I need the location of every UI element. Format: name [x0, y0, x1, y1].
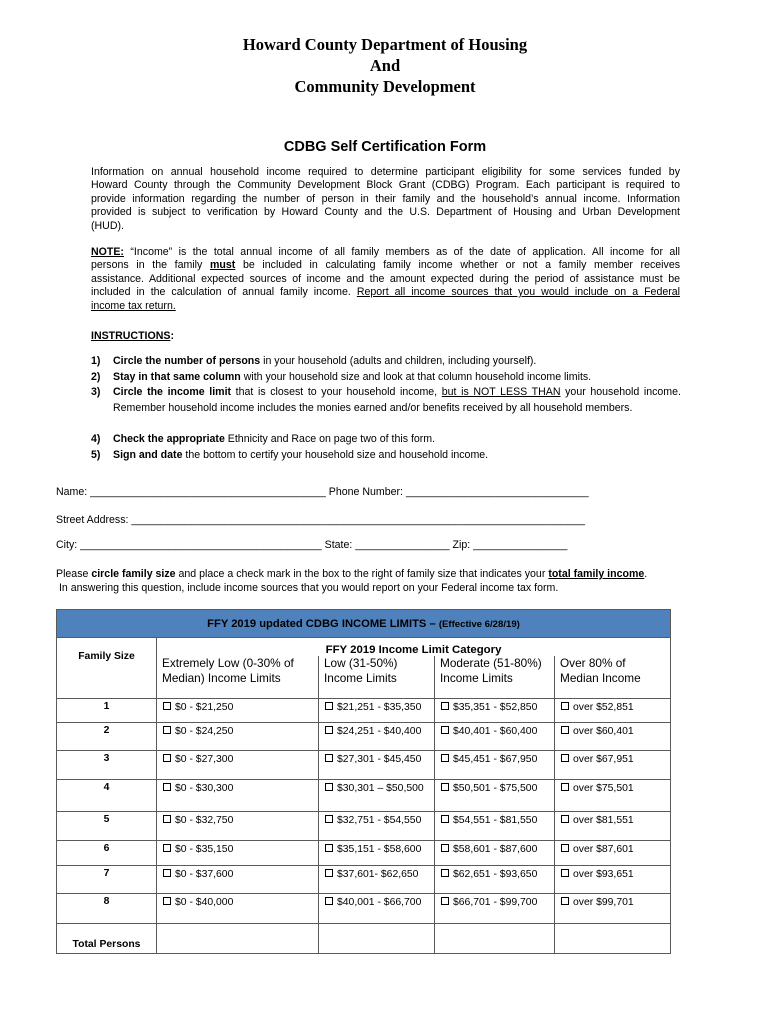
- agency-name-line3: Community Development: [294, 77, 476, 96]
- income-range-text: over $52,851: [573, 701, 634, 713]
- step-bold: Sign and date: [113, 448, 183, 461]
- intro-line: Information on annual household income required to determine participant eligibility for some services funded by: [91, 166, 680, 178]
- col-header-extremely-low: Extremely Low (0-30% of Median) Income Limits: [157, 656, 319, 698]
- checkbox[interactable]: [163, 897, 171, 905]
- note-end: .: [644, 568, 648, 580]
- checkbox[interactable]: [441, 815, 449, 823]
- income-range-text: $0 - $40,000: [175, 896, 234, 908]
- checkbox[interactable]: [561, 869, 569, 877]
- step-rest: that is closest to your household income,: [231, 386, 442, 398]
- note-mid: and place a check mark in the box to the right of family size that indicates your: [175, 568, 549, 580]
- income-range-text: $0 - $37,600: [175, 868, 234, 880]
- family-size-cell[interactable]: 8: [57, 893, 157, 923]
- note-label: NOTE:: [91, 246, 124, 258]
- income-range-text: $27,301 - $45,450: [337, 753, 422, 765]
- intro-line: (HUD).: [91, 219, 124, 232]
- income-range-cell: [319, 750, 435, 779]
- name-label: Name:: [56, 486, 88, 498]
- family-size-cell[interactable]: 4: [57, 779, 157, 811]
- step-underlined: but is NOT LESS THAN: [441, 386, 561, 398]
- note-bold: circle family size: [91, 568, 176, 580]
- income-range-text: $50,501 - $75,500: [453, 782, 538, 794]
- checkbox[interactable]: [561, 754, 569, 762]
- note-pre: Please: [56, 568, 92, 580]
- income-range-text: over $81,551: [573, 814, 634, 826]
- phone-field[interactable]: _______________________________: [405, 486, 589, 498]
- checkbox[interactable]: [325, 869, 333, 877]
- step-rest: with your household size and look at that column household income limits.: [240, 370, 592, 383]
- income-range-text: over $99,701: [573, 896, 634, 908]
- circle-note-line2: In answering this question, include income sources that you would report on your Federal income tax form.: [56, 582, 559, 594]
- table-header-row: [57, 638, 671, 657]
- income-range-text: $0 - $21,250: [175, 701, 234, 713]
- city-state-zip-row: [56, 539, 567, 551]
- income-range-text: $0 - $35,150: [175, 843, 234, 855]
- note-text: included in the calculation of annual family income.: [91, 286, 351, 299]
- income-range-text: $35,151 - $58,600: [337, 843, 422, 855]
- category-header: FFY 2019 Income Limit Category: [157, 638, 671, 657]
- instructions-heading-text: INSTRUCTIONS: [91, 330, 171, 342]
- family-size-cell[interactable]: 5: [57, 811, 157, 840]
- table-row: [57, 779, 671, 811]
- checkbox[interactable]: [561, 844, 569, 852]
- family-size-cell[interactable]: 7: [57, 865, 157, 893]
- checkbox[interactable]: [325, 702, 333, 710]
- step-number: 2): [91, 370, 101, 383]
- table-row: [57, 840, 671, 865]
- step-number: 3): [91, 386, 101, 398]
- income-range-cell: [157, 779, 319, 811]
- income-range-cell: [435, 750, 555, 779]
- income-range-cell: [555, 811, 671, 840]
- checkbox[interactable]: [325, 783, 333, 791]
- income-range-cell: [157, 840, 319, 865]
- step-text: [113, 370, 681, 386]
- circle-note-line1: [56, 567, 696, 581]
- table-row: [57, 811, 671, 840]
- checkbox[interactable]: [325, 726, 333, 734]
- total-cell[interactable]: [435, 923, 555, 953]
- street-row: [56, 514, 585, 526]
- income-range-cell: [435, 893, 555, 923]
- checkbox[interactable]: [561, 815, 569, 823]
- col-header-over-80: Over 80% of Median Income: [555, 656, 671, 698]
- col-header-low: Low (31-50%) Income Limits: [319, 656, 435, 698]
- checkbox[interactable]: [325, 844, 333, 852]
- table-row: [57, 722, 671, 750]
- income-range-text: $37,601- $62,650: [337, 868, 419, 880]
- checkbox[interactable]: [325, 754, 333, 762]
- note-report-text: income tax return.: [91, 299, 176, 312]
- income-range-cell: [555, 750, 671, 779]
- city-field[interactable]: _________________________________________: [80, 539, 322, 551]
- income-range-cell: [435, 698, 555, 722]
- income-range-cell: [435, 811, 555, 840]
- income-range-cell: [435, 722, 555, 750]
- income-range-cell: [157, 811, 319, 840]
- checkbox[interactable]: [163, 783, 171, 791]
- table-row: [57, 893, 671, 923]
- income-range-text: $0 - $27,300: [175, 753, 234, 765]
- checkbox[interactable]: [163, 844, 171, 852]
- state-label: State:: [324, 539, 353, 551]
- checkbox[interactable]: [561, 897, 569, 905]
- income-range-cell: [435, 779, 555, 811]
- total-persons-row: [57, 923, 671, 953]
- income-range-cell: [435, 865, 555, 893]
- income-limits-table: [56, 609, 671, 954]
- income-range-text: $58,601 - $87,600: [453, 843, 538, 855]
- agency-header: [0, 34, 770, 97]
- income-range-cell: [319, 811, 435, 840]
- income-range-cell: [157, 722, 319, 750]
- income-range-text: $66,701 - $99,700: [453, 896, 538, 908]
- checkbox[interactable]: [163, 702, 171, 710]
- checkbox[interactable]: [325, 815, 333, 823]
- step-bold: Stay in that same column: [113, 370, 241, 383]
- table-row: [57, 698, 671, 722]
- step-bold: Check the appropriate: [113, 433, 225, 445]
- income-range-cell: [555, 722, 671, 750]
- checkbox[interactable]: [441, 702, 449, 710]
- step-text: [113, 448, 681, 464]
- intro-line: provided is subject to verification by Howard County and the U.S. Department of Housing and Urban Development: [91, 206, 680, 219]
- checkbox[interactable]: [163, 815, 171, 823]
- table-banner: [57, 610, 671, 638]
- income-range-text: $62,651 - $93,650: [453, 868, 538, 880]
- note-line: [91, 286, 680, 299]
- income-range-text: $45,451 - $67,950: [453, 753, 538, 765]
- phone-label: Phone Number:: [328, 486, 403, 498]
- income-range-text: $30,301 – $50,500: [337, 782, 424, 794]
- note-paragraph: [91, 246, 680, 313]
- checkbox[interactable]: [325, 897, 333, 905]
- note-line: assistance. Additional expected sources of income and the amount expected during the period of assistance must be: [91, 272, 680, 285]
- banner-effective-date: (Effective 6/28/19): [438, 618, 520, 630]
- income-range-text: over $93,651: [573, 868, 634, 880]
- step-bold: Circle the income limit: [113, 386, 232, 398]
- income-range-cell: [555, 698, 671, 722]
- note-line: [91, 300, 680, 313]
- income-range-text: over $67,951: [573, 753, 634, 765]
- note-text: “Income” is the total annual income of all family members as of the date of application. All income for all: [130, 246, 680, 258]
- income-range-text: $24,251 - $40,400: [337, 725, 422, 737]
- income-range-cell: [555, 840, 671, 865]
- family-size-cell[interactable]: 1: [57, 698, 157, 722]
- income-range-cell: [157, 750, 319, 779]
- agency-name-line1: Howard County Department of Housing: [242, 35, 528, 54]
- note-text: persons in the family: [91, 259, 203, 272]
- income-range-text: $32,751 - $54,550: [337, 814, 422, 826]
- income-range-cell: [319, 698, 435, 722]
- step-rest: the bottom to certify your household size and household income.: [182, 448, 489, 461]
- income-range-text: $40,001 - $66,700: [337, 896, 422, 908]
- income-range-cell: [319, 840, 435, 865]
- checkbox[interactable]: [561, 702, 569, 710]
- street-label: Street Address:: [56, 514, 129, 526]
- income-range-cell: [319, 722, 435, 750]
- city-label: City:: [56, 539, 78, 551]
- checkbox[interactable]: [441, 783, 449, 791]
- state-field[interactable]: ________________: [355, 539, 450, 551]
- intro-line: Howard County through the Community Development Block Grant (CDBG) Program. Each participant is required to: [91, 179, 680, 192]
- col-header-moderate: Moderate (51-80%) Income Limits: [435, 656, 555, 698]
- step-bold: Circle the number of persons: [113, 355, 261, 367]
- step-rest: your household income. Remember household income includes the monies earned and/or benefits received by all household members.: [113, 386, 681, 414]
- family-size-cell[interactable]: 3: [57, 750, 157, 779]
- step-rest: in your household (adults and children, including yourself).: [260, 355, 537, 367]
- income-range-text: $21,251 - $35,350: [337, 701, 422, 713]
- note-text: be included in calculating family income whether or not a family member receives: [242, 259, 681, 272]
- table-row: [57, 750, 671, 779]
- checkbox[interactable]: [561, 783, 569, 791]
- checkbox[interactable]: [441, 897, 449, 905]
- step-rest: Ethnicity and Race on page two of this form.: [224, 433, 436, 445]
- instructions-colon: :: [170, 330, 174, 342]
- income-range-text: over $75,501: [573, 782, 634, 794]
- income-range-cell: [319, 779, 435, 811]
- family-size-header: Family Size: [57, 638, 157, 699]
- checkbox[interactable]: [561, 726, 569, 734]
- income-range-cell: [319, 865, 435, 893]
- income-range-cell: [157, 698, 319, 722]
- note-must: must: [210, 259, 236, 272]
- income-range-cell: [157, 865, 319, 893]
- name-field[interactable]: ________________________________________: [90, 486, 326, 498]
- zip-field[interactable]: ________________: [473, 539, 568, 551]
- income-range-cell: [555, 893, 671, 923]
- total-persons-label: Total Persons: [57, 923, 157, 953]
- checkbox[interactable]: [441, 844, 449, 852]
- intro-paragraph: [91, 166, 680, 233]
- note-report-text: Report all income sources that you would include on a Federal: [356, 286, 680, 299]
- income-range-cell: [435, 840, 555, 865]
- income-range-cell: [157, 893, 319, 923]
- name-phone-row: [56, 486, 589, 498]
- zip-label: Zip:: [452, 539, 471, 551]
- circle-family-size-note: [56, 567, 696, 595]
- table-banner-row: [57, 610, 671, 638]
- banner-title: FFY 2019 updated CDBG INCOME LIMITS –: [207, 617, 439, 630]
- note-total-family-income: total family income: [548, 568, 645, 580]
- intro-line: provide information regarding the number of person in their family and the household’s annual income. Information: [91, 192, 680, 205]
- income-range-text: over $87,601: [573, 843, 634, 855]
- checkbox[interactable]: [163, 754, 171, 762]
- income-range-text: over $60,401: [573, 725, 634, 737]
- income-range-cell: [319, 893, 435, 923]
- checkbox[interactable]: [163, 869, 171, 877]
- step-text: [113, 385, 681, 416]
- step-number: 4): [91, 433, 101, 445]
- form-title: CDBG Self Certification Form: [283, 139, 487, 155]
- street-field[interactable]: _____________________________________________________________________________: [131, 514, 586, 526]
- step-text: [113, 354, 681, 370]
- income-range-text: $35,351 - $52,850: [453, 701, 538, 713]
- checkbox[interactable]: [441, 754, 449, 762]
- instructions-heading: [91, 330, 174, 342]
- checkbox[interactable]: [163, 726, 171, 734]
- total-cell[interactable]: [319, 923, 435, 953]
- family-size-cell[interactable]: 6: [57, 840, 157, 865]
- note-line: [91, 259, 680, 272]
- income-range-cell: [555, 865, 671, 893]
- checkbox[interactable]: [441, 726, 449, 734]
- income-range-text: $0 - $30,300: [175, 782, 234, 794]
- checkbox[interactable]: [441, 869, 449, 877]
- income-range-cell: [555, 779, 671, 811]
- note-line: [91, 246, 680, 259]
- step-number: 5): [91, 448, 101, 461]
- income-range-text: $54,551 - $81,550: [453, 814, 538, 826]
- step-text: [113, 432, 681, 448]
- income-range-text: $0 - $32,750: [175, 814, 234, 826]
- step-number: 1): [91, 355, 101, 367]
- table-row: [57, 865, 671, 893]
- family-size-cell[interactable]: 2: [57, 722, 157, 750]
- agency-name-line2: And: [369, 56, 401, 75]
- total-cell[interactable]: [157, 923, 319, 953]
- total-cell[interactable]: [555, 923, 671, 953]
- income-range-text: $40,401 - $60,400: [453, 725, 538, 737]
- income-range-text: $0 - $24,250: [175, 725, 234, 737]
